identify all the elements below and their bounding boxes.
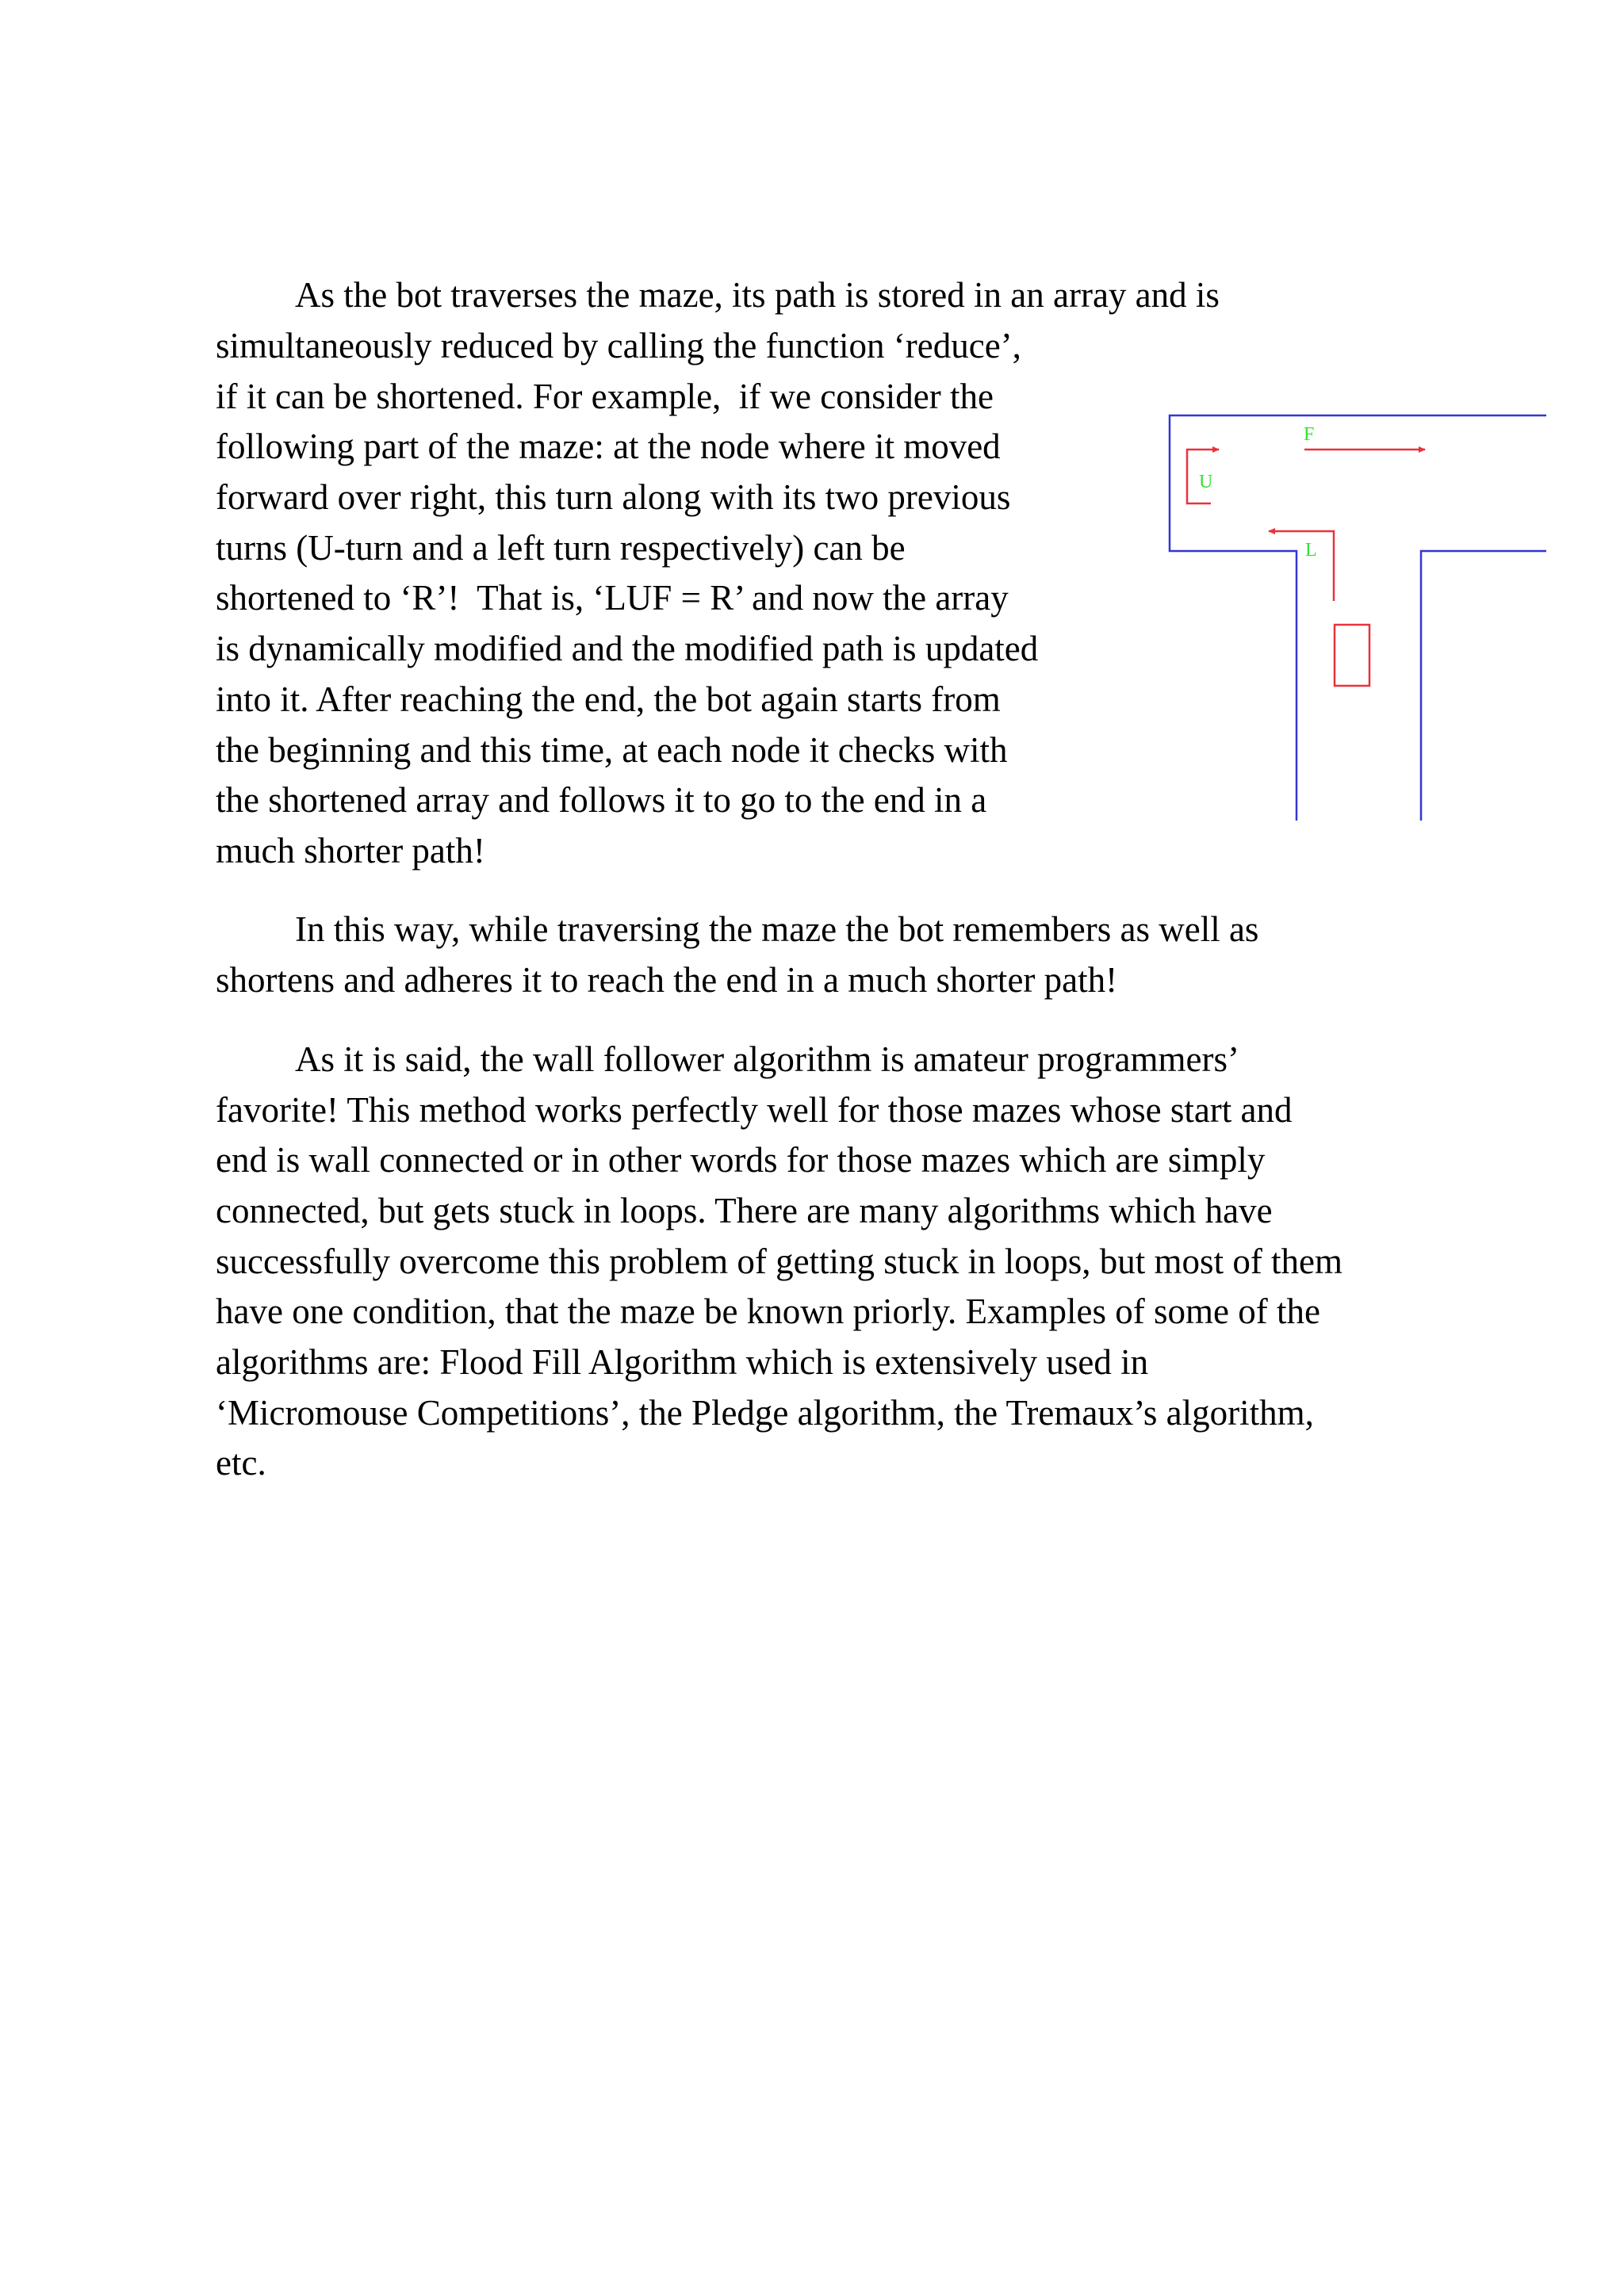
- paragraph-line: ‘Micromouse Competitions’, the Pledge algorithm, the Tremaux’s algorithm,: [216, 1393, 1314, 1433]
- paragraph-line: is dynamically modified and the modified path is updated: [216, 629, 1039, 668]
- paragraph-line: In this way, while traversing the maze the bot remembers as well as: [295, 909, 1259, 949]
- paragraph-line: end is wall connected or in other words for those mazes which are simply: [216, 1140, 1266, 1180]
- paragraph-line: forward over right, this turn along with its two previous: [216, 477, 1011, 517]
- maze-wall-inner: [1421, 551, 1546, 821]
- paragraph-line: As it is said, the wall follower algorithm is amateur programmers’: [295, 1039, 1239, 1079]
- left-label: L: [1305, 540, 1317, 561]
- paragraph-line: if it can be shortened. For example, if we consider the: [216, 377, 994, 416]
- left-turn-arrow: [1269, 531, 1334, 601]
- maze-wall-outer: [1170, 415, 1546, 821]
- maze-diagram: [1166, 408, 1562, 825]
- maze-figure: [1166, 408, 1562, 825]
- maze-walls: [1170, 415, 1546, 821]
- uturn-label: U: [1199, 472, 1213, 492]
- paragraph-line: simultaneously reduced by calling the function ‘reduce’,: [216, 326, 1021, 365]
- paragraph-line: have one condition, that the maze be known priorly. Examples of some of the: [216, 1292, 1320, 1331]
- paragraph-line: turns (U-turn and a left turn respectively) can be: [216, 528, 906, 568]
- paragraph-line: successfully overcome this problem of getting stuck in loops, but most of them: [216, 1242, 1343, 1281]
- paragraph-line: As the bot traverses the maze, its path is stored in an array and is: [295, 275, 1220, 315]
- bot-icon: [1335, 625, 1369, 686]
- paragraph-line: into it. After reaching the end, the bot again starts from: [216, 679, 1001, 719]
- paragraph-line: much shorter path!: [216, 831, 485, 871]
- paragraph-line: etc.: [216, 1443, 266, 1483]
- paragraph-line: the shortened array and follows it to go to the end in a: [216, 780, 987, 820]
- paragraph-line: following part of the maze: at the node where it moved: [216, 427, 1001, 466]
- paragraph-line: algorithms are: Flood Fill Algorithm which is extensively used in: [216, 1342, 1149, 1382]
- forward-label: F: [1304, 424, 1315, 445]
- paragraph-line: favorite! This method works perfectly well for those mazes whose start and: [216, 1090, 1293, 1130]
- paragraph-line: shortened to ‘R’! That is, ‘LUF = R’ and now the array: [216, 578, 1009, 618]
- paragraph-line: shortens and adheres it to reach the end in a much shorter path!: [216, 960, 1118, 1000]
- paragraph-line: the beginning and this time, at each node it checks with: [216, 730, 1008, 770]
- paragraph-line: connected, but gets stuck in loops. There are many algorithms which have: [216, 1191, 1273, 1230]
